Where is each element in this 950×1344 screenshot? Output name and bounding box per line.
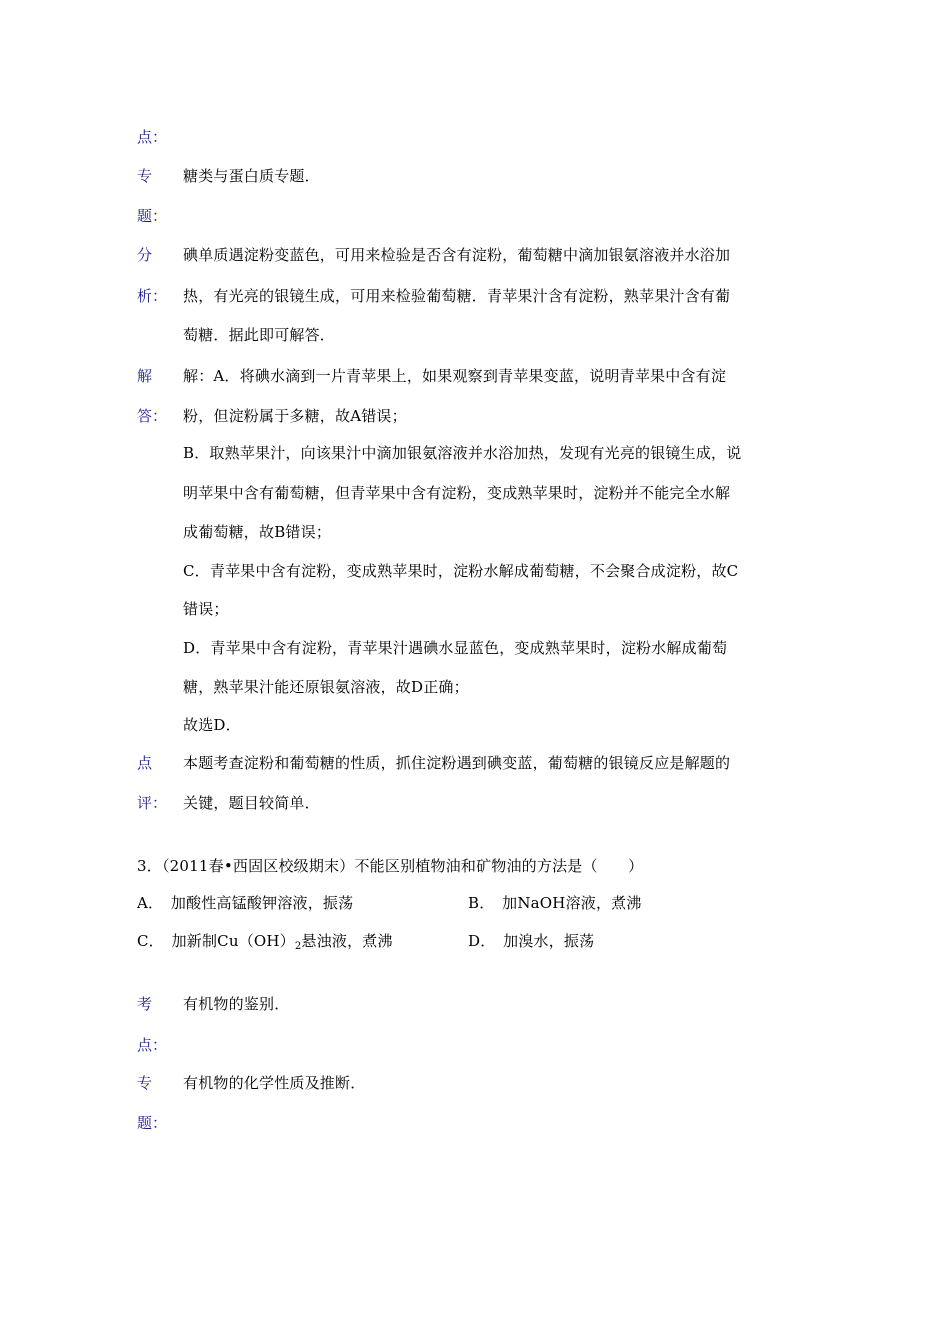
dianping-line: 关键，题目较简单． [183,794,320,812]
dianping-label: 点 [137,754,153,772]
jieda-line: 错误； [183,600,229,618]
option-c-text: C． 加新制Cu（OH） [137,932,295,950]
kaodian-label: 点： [137,128,168,146]
jieda-label-2: 答： [137,407,168,425]
kaodian-label: 考 [137,995,153,1013]
fenxi-line: 热，有光亮的银镜生成，可用来检验葡萄糖．青苹果汁含有淀粉，熟苹果汁含有葡 [183,287,731,305]
fenxi-label-2: 析： [137,287,168,305]
jieda-line: 明苹果中含有葡萄糖，但青苹果中含有淀粉，变成熟苹果时，淀粉并不能完全水解 [183,484,731,502]
jieda-line: C．青苹果中含有淀粉，变成熟苹果时，淀粉水解成葡萄糖，不会聚合成淀粉，故C [183,562,739,580]
jieda-label: 解 [137,367,153,385]
jieda-line: 解：A．将碘水滴到一片青苹果上，如果观察到青苹果变蓝，说明青苹果中含有淀 [183,367,727,385]
kaodian-label-2: 点： [137,1036,168,1054]
zhuanti-label: 专 [137,1074,153,1092]
jieda-line: B．取熟苹果汁，向该果汁中滴加银氨溶液并水浴加热，发现有光亮的银镜生成，说 [183,444,742,462]
zhuanti-text: 有机物的化学性质及推断． [183,1074,366,1092]
jieda-line: 故选D． [183,716,241,734]
option-c-subscript: 2 [294,941,302,952]
jieda-line: 成葡萄糖，故B错误； [183,523,332,541]
fenxi-line: 碘单质遇淀粉变蓝色，可用来检验是否含有淀粉，葡萄糖中滴加银氨溶液并水浴加 [183,246,731,264]
question-stem: 3．（2011春•西固区校级期末）不能区别植物油和矿物油的方法是（ ） [137,857,644,875]
jieda-line: D．青苹果中含有淀粉，青苹果汁遇碘水显蓝色，变成熟苹果时，淀粉水解成葡萄 [183,639,728,657]
fenxi-label: 分 [137,246,153,264]
kaodian-text: 有机物的鉴别． [183,995,290,1013]
dianping-line: 本题考查淀粉和葡萄糖的性质，抓住淀粉遇到碘变蓝，葡萄糖的银镜反应是解题的 [183,754,731,772]
option-c-text-end: 悬浊液，煮沸 [301,932,393,950]
zhuanti-label-2: 题： [137,1114,168,1132]
option-c [137,931,393,957]
jieda-line: 粉，但淀粉属于多糖，故A错误； [183,407,407,425]
dianping-label-2: 评： [137,794,168,812]
jieda-line: 糖，熟苹果汁能还原银氨溶液，故D正确； [183,678,469,696]
zhuanti-label: 专 [137,167,153,185]
zhuanti-text: 糖类与蛋白质专题． [183,167,320,185]
fenxi-line: 萄糖．据此即可解答． [183,326,336,344]
option-d: D． 加溴水，振荡 [468,932,595,950]
zhuanti-label-2: 题： [137,207,168,225]
option-a: A． 加酸性高锰酸钾溶液，振荡 [137,894,354,912]
option-b: B． 加NaOH溶液，煮沸 [468,894,642,912]
